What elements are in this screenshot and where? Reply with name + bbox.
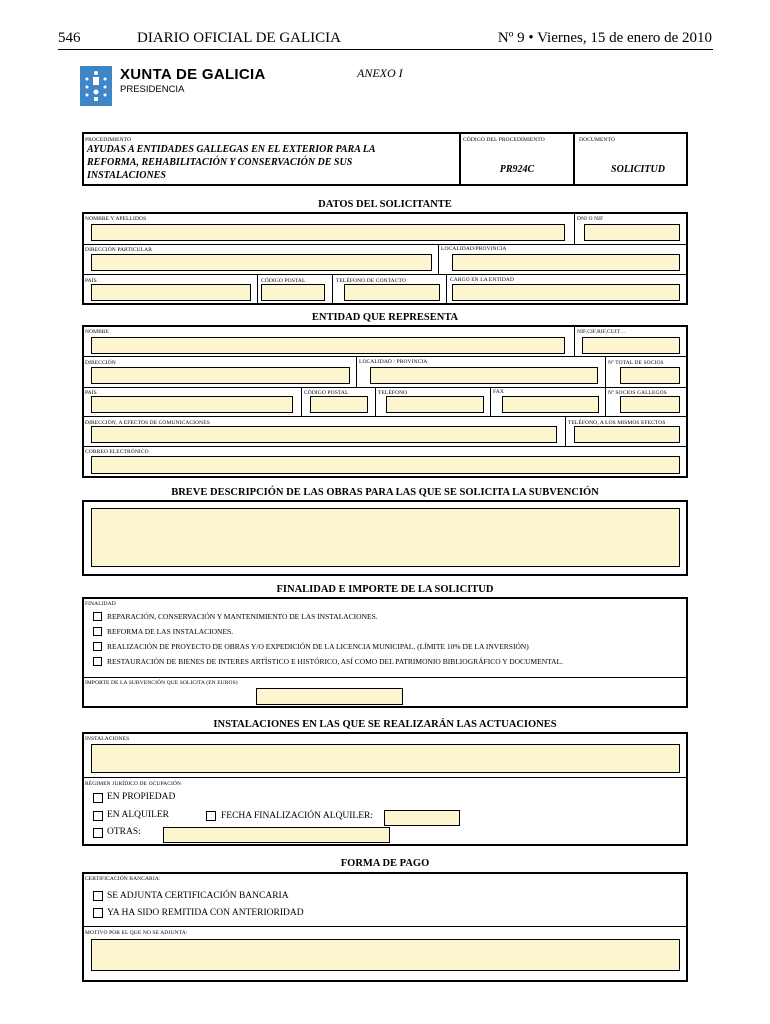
entity-galician-members-field[interactable] [620, 396, 680, 413]
purpose-section-title: FINALIDAD E IMPORTE DE LA SOLICITUD [276, 584, 494, 595]
divider [438, 244, 439, 274]
applicant-locality-label: LOCALIDAD/PROVINCIA [441, 246, 507, 252]
entity-comm-address-label: DIRECCIÓN, A EFECTOS DE COMUNICACIONES [85, 420, 210, 426]
annex-title: ANEXO I [357, 66, 403, 80]
entity-galician-members-label: Nº SOCIOS GALLEGOS [608, 390, 667, 396]
entity-email-label: CORREO ELECTRÓNICO [85, 449, 149, 455]
applicant-address-field[interactable] [91, 254, 432, 271]
entity-locality-label: LOCALIDAD / PROVINCIA [359, 359, 428, 365]
entity-fax-field[interactable] [502, 396, 599, 413]
entity-email-field[interactable] [91, 456, 680, 474]
purpose-option-4-label: RESTAURACIÓN DE BIENES DE INTERES ARTÍSTICO E HISTÓRICO, ASÍ COMO DEL PATRIMONIO BIBLIOGRÁFICO Y DOCUMENTAL. [107, 657, 563, 666]
entity-name-label: NOMBRE [85, 329, 110, 335]
applicant-postal-label: CÓDIGO POSTAL [261, 278, 306, 284]
owned-checkbox[interactable] [93, 793, 103, 803]
applicant-name-label: NOMBRE Y APELLIDOS [85, 216, 147, 222]
entity-postal-label: CÓDIGO POSTAL [304, 390, 349, 396]
previously-sent-checkbox[interactable] [93, 908, 103, 918]
amount-label: IMPORTE DE LA SUBVENCIÓN QUE SOLICITA (EN EUROS) [85, 680, 238, 686]
divider [574, 325, 575, 356]
divider [573, 132, 575, 186]
purpose-label: FINALIDAD [85, 601, 116, 607]
entity-comm-phone-label: TELÉFONO, A LOS MISMOS EFECTOS [568, 420, 666, 426]
other-label: OTRAS: [107, 827, 141, 837]
previously-sent-label: YA HA SIDO REMITIDA CON ANTERIORIDAD [107, 908, 304, 918]
applicant-position-field[interactable] [452, 284, 680, 301]
document-label: DOCUMENTO [579, 137, 615, 143]
divider [446, 274, 447, 305]
entity-country-field[interactable] [91, 396, 293, 413]
rental-end-checkbox[interactable] [206, 811, 216, 821]
logo-name: XUNTA DE GALICIA [120, 66, 266, 83]
reason-field[interactable] [91, 939, 680, 971]
entity-locality-field[interactable] [370, 367, 598, 384]
facilities-field[interactable] [91, 744, 680, 773]
applicant-phone-label: TELÉFONO DE CONTACTO [336, 278, 406, 284]
entity-country-label: PAÍS [85, 390, 97, 396]
applicant-dni-field[interactable] [584, 224, 680, 241]
purpose-option-2-label: REFORMA DE LAS INSTALACIONES. [107, 627, 234, 636]
header-rule [58, 49, 713, 50]
applicant-section-title: DATOS DEL SOLICITANTE [318, 199, 452, 210]
facilities-section-title: INSTALACIONES EN LAS QUE SE REALIZARÁN LAS ACTUACIONES [213, 719, 557, 730]
attached-checkbox[interactable] [93, 891, 103, 901]
divider [332, 274, 333, 305]
xunta-emblem-icon [80, 66, 112, 106]
row-divider [82, 926, 688, 927]
facilities-label: INSTALACIONES [85, 736, 130, 742]
document-type: SOLICITUD [611, 164, 665, 175]
divider [574, 212, 575, 244]
applicant-name-field[interactable] [91, 224, 565, 241]
entity-name-field[interactable] [91, 337, 565, 354]
divider [565, 416, 566, 446]
purpose-option-3-label: REALIZACIÓN DE PROYECTO DE OBRAS Y/O EXPEDICIÓN DE LA LICENCIA MUNICIPAL. (LÍMITE 10% DE LA INVERSIÓN) [107, 642, 529, 651]
entity-comm-address-field[interactable] [91, 426, 557, 443]
code-label: CÓDIGO DEL PROCEDIMIENTO [463, 137, 545, 143]
attached-label: SE ADJUNTA CERTIFICACIÓN BANCARIA [107, 891, 289, 901]
other-checkbox[interactable] [93, 828, 103, 838]
applicant-country-label: PAÍS [85, 278, 97, 284]
applicant-locality-field[interactable] [452, 254, 680, 271]
entity-fax-label: FAX [493, 389, 504, 395]
divider [257, 274, 258, 305]
purpose-option-3-checkbox[interactable] [93, 642, 102, 651]
applicant-position-label: CARGO EN LA ENTIDAD [450, 277, 515, 283]
purpose-option-2-checkbox[interactable] [93, 627, 102, 636]
reason-label: MOTIVO POR EL QUE NO SE ADJUNTA: [85, 930, 188, 936]
other-field[interactable] [163, 827, 390, 843]
publication-title: DIARIO OFICIAL DE GALICIA [137, 30, 342, 46]
procedure-code: PR924C [499, 164, 535, 175]
row-divider [82, 356, 688, 357]
purpose-option-4-checkbox[interactable] [93, 657, 102, 666]
rental-end-field[interactable] [384, 810, 460, 826]
entity-section-title: ENTIDAD QUE REPRESENTA [311, 312, 459, 323]
row-divider [82, 677, 688, 678]
rental-end-label: FECHA FINALIZACIÓN ALQUILER: [221, 811, 373, 821]
divider [459, 132, 461, 186]
row-divider [82, 387, 688, 388]
divider [605, 387, 606, 416]
applicant-phone-field[interactable] [344, 284, 440, 301]
amount-field[interactable] [256, 688, 403, 705]
applicant-address-label: DIRECCIÓN PARTICULAR [85, 247, 153, 253]
entity-postal-field[interactable] [310, 396, 368, 413]
divider [356, 356, 357, 387]
row-divider [82, 274, 688, 275]
entity-address-label: DIRECCIÓN [85, 360, 116, 366]
bank-certification-label: CERTIFICACIÓN BANCARIA: [85, 876, 161, 882]
divider [301, 387, 302, 416]
entity-members-label: Nº TOTAL DE SOCIOS [608, 360, 664, 366]
rented-checkbox[interactable] [93, 811, 103, 821]
entity-members-field[interactable] [620, 367, 680, 384]
row-divider [82, 446, 688, 447]
row-divider [82, 416, 688, 417]
entity-nif-field[interactable] [582, 337, 680, 354]
row-divider [82, 244, 688, 245]
purpose-option-1-checkbox[interactable] [93, 612, 102, 621]
payment-section-title: FORMA DE PAGO [340, 858, 430, 869]
divider [490, 387, 491, 416]
rented-label: EN ALQUILER [107, 810, 170, 820]
works-section-title: BREVE DESCRIPCIÓN DE LAS OBRAS PARA LAS QUE SE SOLICITA LA SUBVENCIÓN [171, 487, 599, 498]
entity-comm-phone-field[interactable] [574, 426, 680, 443]
procedure-title: AYUDAS A ENTIDADES GALLEGAS EN EL EXTERIOR PARA LA REFORMA, REHABILITACIÓN Y CONSERVACIÓN DE SUS INSTALACIONES [87, 144, 376, 181]
divider [375, 387, 376, 416]
page-number: 546 [58, 30, 81, 46]
logo-department: PRESIDENCIA [120, 84, 185, 95]
divider [605, 356, 606, 387]
works-description-field[interactable] [91, 508, 680, 567]
owned-label: EN PROPIEDAD [107, 792, 176, 802]
row-divider [82, 777, 688, 778]
procedure-label: PROCEDIMIENTO [85, 137, 132, 143]
issue-date: Nº 9 • Viernes, 15 de enero de 2010 [497, 30, 712, 46]
purpose-option-1-label: REPARACIÓN, CONSERVACIÓN Y MANTENIMIENTO DE LAS INSTALACIONES. [107, 612, 378, 621]
entity-phone-label: TELÉFONO [378, 390, 408, 396]
applicant-dni-label: DNI O NIF [577, 216, 604, 222]
applicant-country-field[interactable] [91, 284, 251, 301]
entity-nif-label: NIF,CIF,RIF,CUIT… [577, 329, 626, 335]
entity-phone-field[interactable] [386, 396, 484, 413]
entity-address-field[interactable] [91, 367, 350, 384]
regime-label: RÉGIMEN JURÍDICO DE OCUPACIÓN [85, 781, 182, 787]
applicant-postal-field[interactable] [261, 284, 325, 301]
